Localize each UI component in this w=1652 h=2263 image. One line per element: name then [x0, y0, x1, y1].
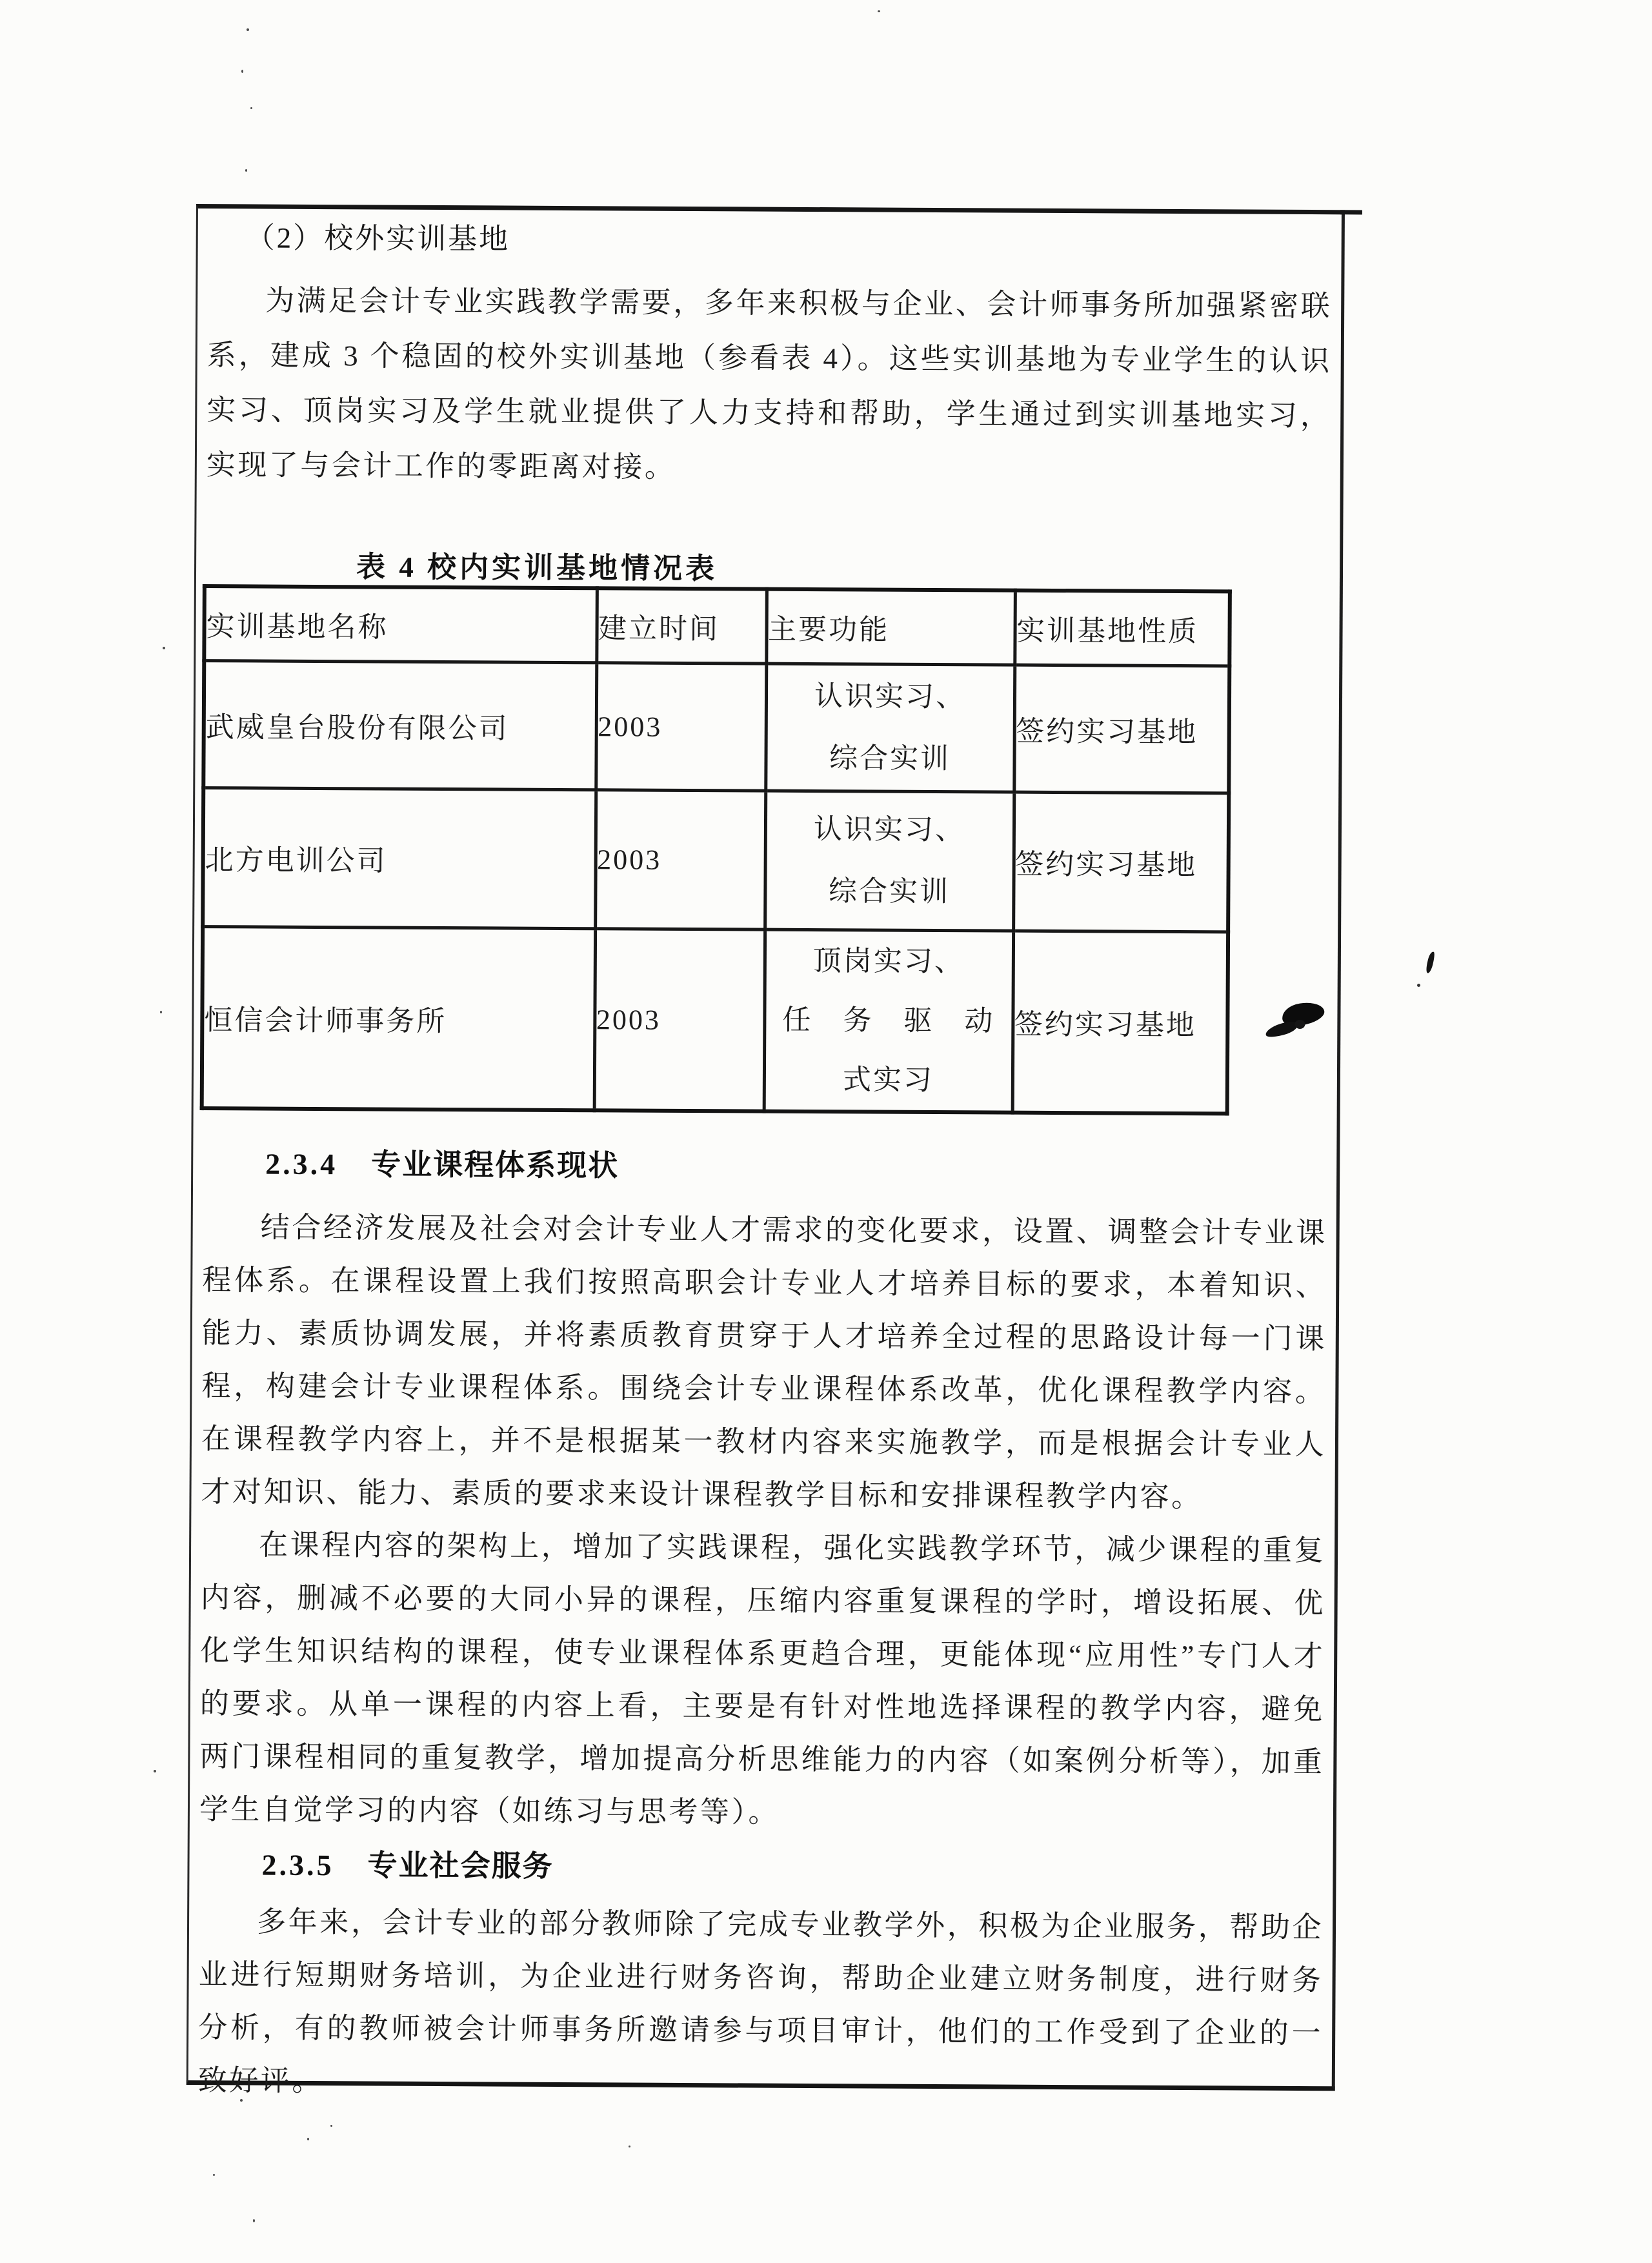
scan-speck: [247, 28, 249, 31]
table-header-row: [204, 586, 1230, 666]
header-founded-year: 建立时间: [596, 588, 767, 664]
scan-speck: [154, 1770, 156, 1772]
ink-blot: [1273, 1003, 1324, 1033]
section-number: 2.3.4: [265, 1147, 338, 1181]
scan-speck: [878, 10, 880, 12]
subsection-heading: （2）校外实训基地: [245, 221, 510, 256]
scan-speck: [163, 647, 165, 649]
founded-year-cell: 2003: [596, 663, 766, 791]
scan-speck: [241, 70, 243, 73]
base-nature-cell: 签约实习基地: [1014, 665, 1229, 793]
header-main-function: 主要功能: [766, 589, 1015, 665]
main-function-cell: [765, 791, 1014, 931]
base-name-cell: 武威皇台股份有限公司: [203, 661, 596, 790]
scan-speck: [250, 107, 252, 109]
main-function-cell: [765, 664, 1014, 792]
section-234-heading: [265, 1144, 1336, 1190]
page-content-frame: [186, 204, 1345, 2098]
intro-paragraph: 为满足会计专业实践教学需要，多年来积极与企业、会计师事务所加强紧密联系，建成 3 个稳固的校外实训基地（参看表 4）。这些实训基地为专业学生的认识实习、顶岗实习及学生就业提供了人力支持和帮助，学生通过到实训基地实习，实现了与会计工作的零距离对接。: [206, 284, 1333, 483]
section-title: 专业课程体系现状: [371, 1148, 620, 1182]
table-caption: 表 4 校内实训基地情况表: [356, 551, 718, 585]
scan-speck: [307, 2138, 309, 2140]
base-name-cell: 恒信会计师事务所: [202, 927, 595, 1111]
header-base-name: 实训基地名称: [204, 586, 597, 663]
scan-speck: [213, 2174, 215, 2176]
function-line: 综合实训: [829, 742, 951, 775]
ink-blot-part: [1294, 1020, 1305, 1029]
base-nature-cell: 签约实习基地: [1012, 931, 1228, 1113]
scan-speck: [330, 2125, 332, 2127]
section-234-paragraph-1: 结合经济发展及社会对会计专业人才需求的变化要求，设置、调整会计专业课程体系。在课程设置上我们按照高职会计专业人才培养目标的要求，本着知识、能力、素质协调发展，并将素质教育贯穿于人才培养全过程的思路设计每一门课程，构建会计专业课程体系。围绕会计专业课程体系改革，优化课程教学内容。在课程教学内容上，并不是根据某一教材内容来实施教学，而是根据会计专业人才对知识、能力、素质的要求来设计课程教学目标和安排课程教学内容。: [201, 1211, 1327, 1514]
section-235-heading: [261, 1845, 1333, 1891]
section-234-paragraph-2: 在课程内容的架构上，增加了实践课程，强化实践教学环节，减少课程的重复内容，删减不必要的大同小异的课程，压缩内容重复课程的学时，增设拓展、优化学生知识结构的课程，使专业课程体系更趋合理，更能体现“应用性”专门人才的要求。从单一课程的内容上看，主要是有针对性地选择课程的教学内容，避免两门课程相同的重复教学，增加提高分析思维能力的内容（如案例分析等），加重学生自觉学习的内容（如练习与思考等）。: [199, 1528, 1326, 1829]
header-base-nature: 实训基地性质: [1014, 591, 1230, 666]
function-line: 式实习: [842, 1064, 934, 1097]
function-line: 任 务 驱 动: [782, 1004, 995, 1037]
section-title: 专业社会服务: [367, 1849, 554, 1883]
base-name-cell: 北方电训公司: [203, 788, 596, 929]
function-line: 认识实习、: [813, 813, 966, 846]
section-number: 2.3.5: [261, 1848, 334, 1882]
function-line: 顶岗实习、: [812, 945, 965, 978]
founded-year-cell: 2003: [595, 790, 765, 929]
founded-year-cell: 2003: [594, 929, 765, 1111]
scan-speck: [160, 1011, 162, 1013]
table-row: [202, 927, 1228, 1114]
ink-blot-part: [1264, 1019, 1300, 1040]
training-base-table: [200, 584, 1232, 1115]
margin-ink-tick: [1425, 951, 1436, 973]
scan-speck: [245, 169, 247, 172]
border-overshoot-mark: [1340, 210, 1362, 214]
scan-speck: [253, 2219, 255, 2222]
table-row: [203, 661, 1229, 793]
scan-speck: [629, 2146, 630, 2147]
function-line: 综合实训: [828, 875, 951, 908]
main-function-cell: [764, 929, 1013, 1113]
table-row: [203, 788, 1229, 932]
base-nature-cell: 签约实习基地: [1013, 792, 1229, 932]
section-235-paragraph-1: 多年来，会计专业的部分教师除了完成专业教学外，积极为企业服务，帮助企业进行短期财务培训，为企业进行财务咨询，帮助企业建立财务制度，进行财务分析，有的教师被会计师事务所邀请参与项目审计，他们的工作受到了企业的一致好评。: [197, 1905, 1324, 2098]
margin-ink-dot: [1417, 984, 1420, 987]
function-line: 认识实习、: [814, 680, 967, 713]
